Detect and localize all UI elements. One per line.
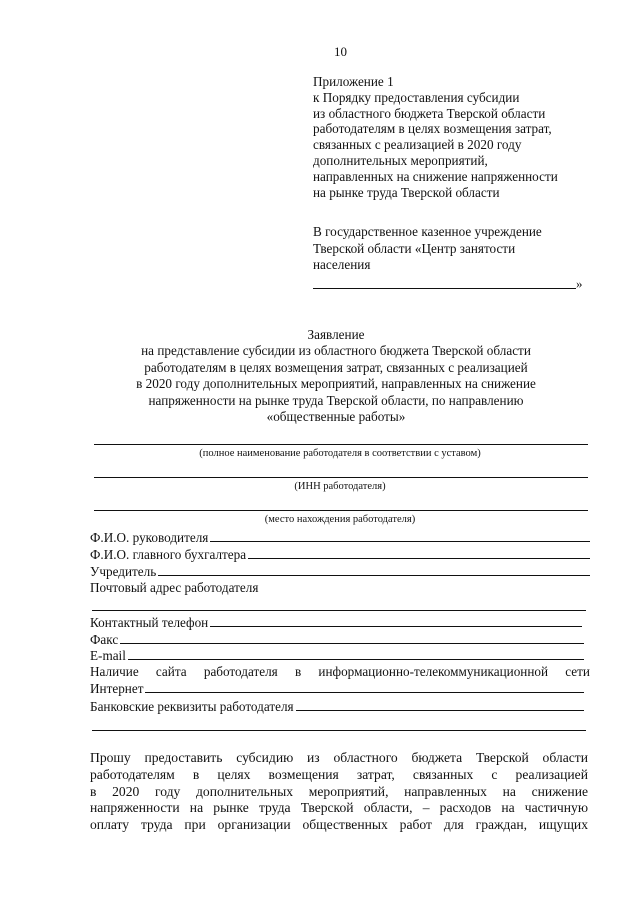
phone-input[interactable] — [210, 614, 582, 627]
paragraph-line: Прошу предоставить субсидию из областного бюджета Тверской области — [90, 750, 588, 765]
appendix-line: из областного бюджета Тверской области — [313, 105, 546, 121]
founder-label: Учредитель — [90, 564, 157, 579]
website-internet-label: Интернет — [90, 681, 144, 696]
bank-input[interactable] — [296, 698, 584, 711]
director-input[interactable] — [210, 529, 590, 542]
paragraph-line: оплату труда при организации общественных работ для граждан, ищущих — [90, 817, 588, 833]
paragraph-line: работодателям в целях возмещения затрат, связанных с реализацией — [90, 766, 588, 782]
paragraph-line: в 2020 году дополнительных мероприятий, направленных на снижение — [90, 783, 588, 799]
email-field — [90, 647, 584, 664]
email-input[interactable] — [128, 647, 584, 660]
director-field — [90, 529, 590, 546]
appendix-line: на рынке труда Тверской области — [313, 184, 500, 200]
statement-title-line: на представление субсидии из областного бюджета Тверской области — [141, 343, 531, 359]
bank-field — [90, 698, 584, 715]
fax-field — [90, 631, 584, 648]
website-input[interactable] — [145, 680, 584, 693]
bank-label: Банковские реквизиты работодателя — [90, 699, 294, 714]
appendix-line: связанных с реализацией в 2020 году — [313, 137, 522, 153]
addressee-line: населения — [313, 257, 371, 272]
request-paragraph — [90, 750, 588, 834]
full-name-caption: (полное наименование работодателя в соответствии с уставом) — [199, 448, 481, 459]
inn-caption: (ИНН работодателя) — [294, 481, 386, 492]
bank-extra-line[interactable] — [92, 730, 586, 731]
appendix-line: направленных на снижение напряженности — [313, 168, 558, 184]
page-number: 10 — [334, 44, 347, 59]
fax-label: Факс — [90, 632, 119, 647]
addressee-line: Тверской области «Центр занятости — [313, 240, 516, 256]
statement-title-line: работодателям в целях возмещения затрат, связанных с реализацией — [144, 359, 528, 375]
accountant-field — [90, 546, 590, 563]
inn-line[interactable] — [94, 477, 588, 478]
fax-input[interactable] — [120, 631, 584, 644]
appendix-line: дополнительных мероприятий, — [313, 152, 488, 168]
statement-title — [86, 327, 586, 425]
statement-title-line: напряженности на рынке труда Тверской области, по направлению — [148, 392, 524, 408]
phone-label: Контактный телефон — [90, 615, 209, 630]
accountant-label: Ф.И.О. главного бухгалтера — [90, 547, 247, 562]
accountant-input[interactable] — [248, 546, 590, 559]
website-field — [90, 680, 584, 697]
director-label: Ф.И.О. руководителя — [90, 530, 209, 545]
appendix-line: работодателям в целях возмещения затрат, — [313, 121, 552, 137]
addressee-blank-line[interactable] — [313, 272, 576, 289]
addressee-closing-quote: » — [576, 276, 583, 291]
email-label: E-mail — [90, 648, 126, 663]
website-label: Наличие сайта работодателя в информационно-телекоммуникационной сети — [90, 664, 590, 679]
location-caption: (место нахождения работодателя) — [264, 514, 416, 525]
appendix-header — [313, 74, 558, 200]
statement-title-line: «общественные работы» — [266, 409, 406, 425]
founder-field — [90, 563, 590, 580]
location-line[interactable] — [94, 510, 588, 511]
full-name-line[interactable] — [94, 444, 588, 445]
statement-title-line: в 2020 году дополнительных мероприятий, направленных на снижение — [136, 376, 536, 392]
postal-address-label: Почтовый адрес работодателя — [90, 580, 259, 595]
addressee-line: В государственное казенное учреждение — [313, 224, 542, 239]
postal-address-line[interactable] — [92, 610, 586, 611]
statement-title-line: Заявление — [307, 327, 365, 342]
addressee-block — [313, 224, 542, 274]
appendix-line: Приложение 1 — [313, 74, 394, 89]
appendix-line: к Порядку предоставления субсидии — [313, 89, 520, 105]
phone-field — [90, 614, 582, 631]
paragraph-line: напряженности на рынке труда Тверской области, – расходов на частичную — [90, 800, 588, 816]
founder-input[interactable] — [158, 563, 590, 576]
